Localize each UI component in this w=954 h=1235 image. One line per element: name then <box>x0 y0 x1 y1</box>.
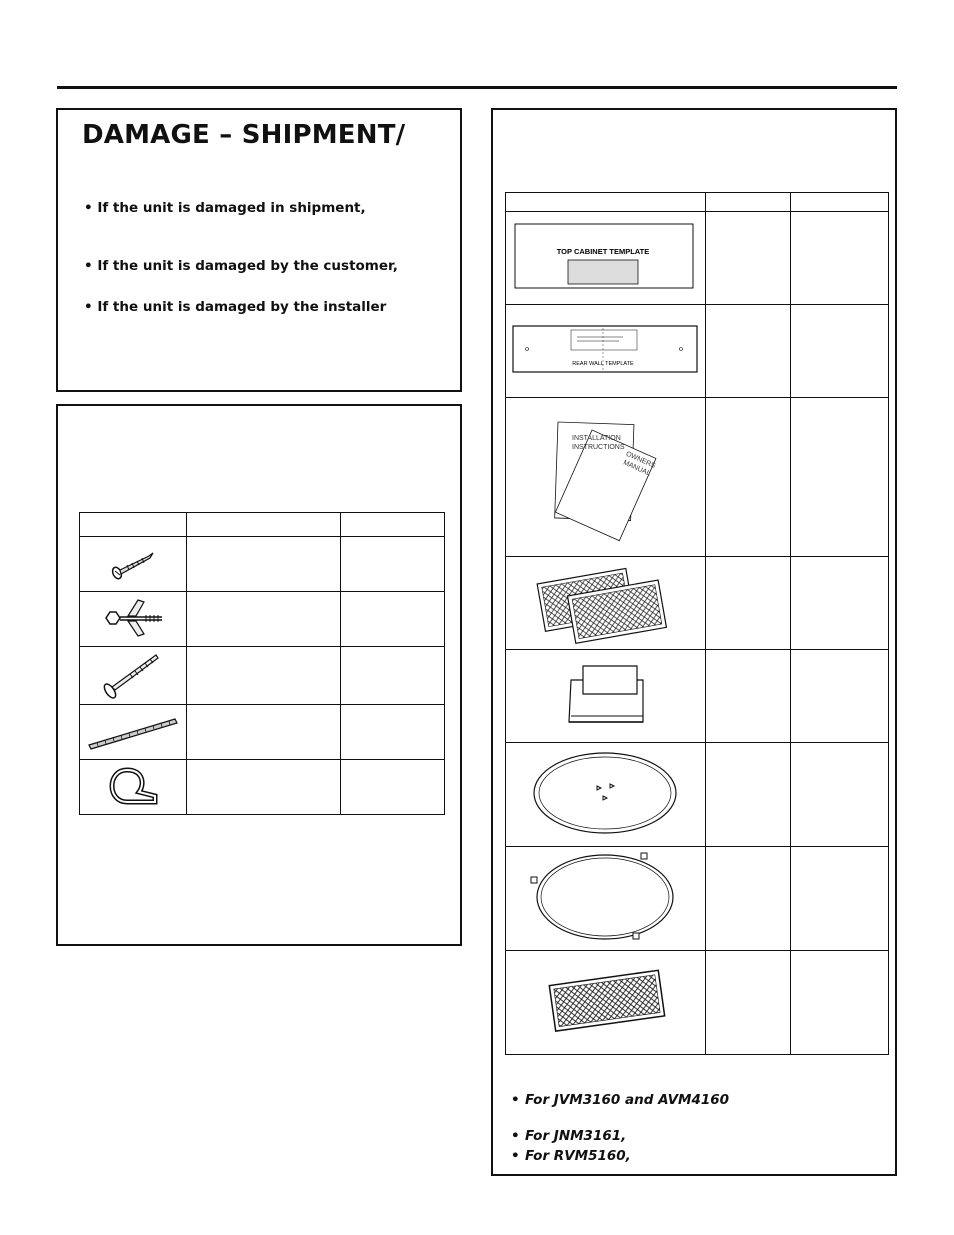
rear-wall-template-icon <box>511 324 699 376</box>
installation-instructions-label: INSTALLATION INSTRUCTIONS <box>572 434 625 451</box>
damage-bullet-customer: • If the unit is damaged by the customer, <box>84 258 398 274</box>
header-cell <box>80 513 187 537</box>
header-cell <box>506 193 706 212</box>
charcoal-filter-icon <box>540 966 670 1036</box>
wood-screw-cell <box>80 537 187 592</box>
description-cell <box>186 647 340 705</box>
rear-wall-template-cell <box>506 305 706 398</box>
quantity-cell <box>341 592 445 647</box>
toggle-bolt-cell <box>80 592 187 647</box>
table-row <box>506 305 889 398</box>
quantity-cell <box>341 705 445 760</box>
cable-clamp-icon <box>93 762 173 810</box>
grease-filters-cell <box>506 557 706 650</box>
rear-template-label: REAR WALL TEMPLATE <box>572 360 635 367</box>
cable-tie-icon <box>85 711 181 751</box>
description-cell <box>705 305 791 398</box>
lag-screw-cell <box>80 647 187 705</box>
mounting-hardware-section <box>56 404 462 946</box>
quantity-cell <box>341 537 445 592</box>
toggle-bolt-icon <box>98 596 168 640</box>
turntable-icon <box>530 748 680 838</box>
table-row <box>80 705 445 760</box>
table-row <box>80 537 445 592</box>
literature-icon <box>530 414 680 538</box>
quantity-cell <box>791 305 889 398</box>
hardware-table <box>79 512 445 815</box>
included-parts-table <box>505 192 889 1055</box>
description-cell <box>705 743 791 847</box>
table-row <box>506 951 889 1055</box>
header-cell <box>186 513 340 537</box>
table-header-row <box>80 513 445 537</box>
note-bullet: • <box>511 1128 520 1144</box>
quantity-cell <box>791 212 889 305</box>
header-cell <box>705 193 791 212</box>
damage-bullet-shipment: • If the unit is damaged in shipment, <box>84 200 366 216</box>
table-header-row <box>506 193 889 212</box>
note-jnm3161: • For JNM3161, <box>511 1128 627 1144</box>
quantity-cell <box>791 398 889 557</box>
grease-filter-icon <box>535 562 675 642</box>
header-cell <box>791 193 889 212</box>
owners-manual-label: OWNERS MANUAL <box>622 450 657 478</box>
damage-section <box>56 108 462 392</box>
quantity-cell <box>791 650 889 743</box>
description-cell <box>186 705 340 760</box>
top-cabinet-template-icon <box>513 222 697 292</box>
turntable-cell <box>506 743 706 847</box>
exhaust-damper-icon <box>557 660 653 730</box>
header-rule <box>57 86 897 89</box>
note-bullet: • <box>511 1092 520 1108</box>
description-cell <box>705 951 791 1055</box>
description-cell <box>705 212 791 305</box>
description-cell <box>705 398 791 557</box>
damage-title: DAMAGE – SHIPMENT/ <box>82 120 406 150</box>
table-row <box>506 650 889 743</box>
table-row <box>80 760 445 815</box>
roller-ring-cell <box>506 847 706 951</box>
description-cell <box>705 557 791 650</box>
charcoal-filter-cell <box>506 951 706 1055</box>
description-cell <box>705 847 791 951</box>
note-jvm3160: • For JVM3160 and AVM4160 <box>511 1092 730 1108</box>
table-row <box>506 212 889 305</box>
included-parts-section <box>491 108 897 1176</box>
cable-clamp-cell <box>80 760 187 815</box>
roller-ring-icon <box>525 849 685 945</box>
description-cell <box>186 760 340 815</box>
top-cabinet-template-cell <box>506 212 706 305</box>
lag-screw-icon <box>100 647 166 701</box>
damper-cell <box>506 650 706 743</box>
table-row <box>80 647 445 705</box>
header-cell <box>341 513 445 537</box>
wood-screw-icon <box>103 543 163 583</box>
quantity-cell <box>341 647 445 705</box>
table-row <box>506 847 889 951</box>
quantity-cell <box>341 760 445 815</box>
quantity-cell <box>791 743 889 847</box>
description-cell <box>186 592 340 647</box>
quantity-cell <box>791 847 889 951</box>
table-row <box>506 743 889 847</box>
table-row <box>80 592 445 647</box>
description-cell <box>186 537 340 592</box>
table-row <box>506 557 889 650</box>
note-bullet: • <box>511 1148 520 1164</box>
note-rvm5160: • For RVM5160, <box>511 1148 631 1164</box>
cable-tie-cell <box>80 705 187 760</box>
quantity-cell <box>791 951 889 1055</box>
quantity-cell <box>791 557 889 650</box>
literature-cell <box>506 398 706 557</box>
top-template-label: TOP CABINET TEMPLATE <box>557 246 650 256</box>
damage-bullet-installer: • If the unit is damaged by the installer <box>84 299 387 315</box>
table-row <box>506 398 889 557</box>
description-cell <box>705 650 791 743</box>
